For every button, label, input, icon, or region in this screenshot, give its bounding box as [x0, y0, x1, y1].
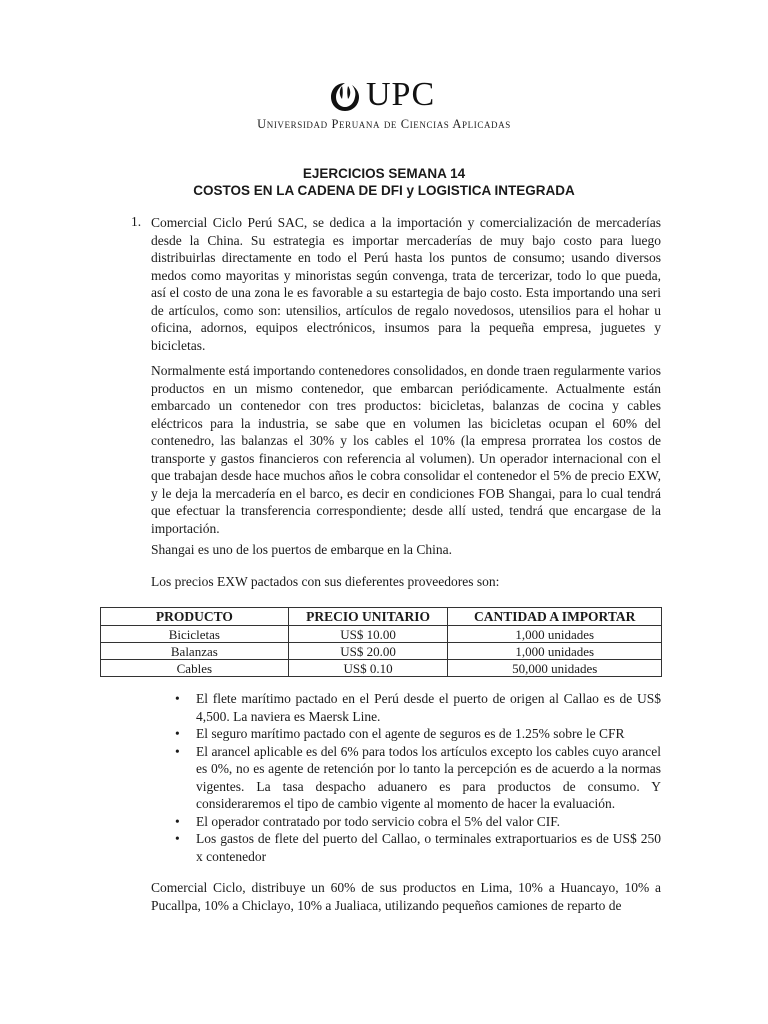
- table-header-row: [101, 608, 662, 626]
- upc-emblem-icon: [328, 80, 362, 114]
- bullet-icon: •: [175, 831, 180, 846]
- table-cell: 1,000 unidades: [448, 643, 662, 660]
- table-cell: US$ 20.00: [288, 643, 448, 660]
- list-item: [175, 725, 661, 743]
- paragraph-containers: Normalmente está importando contenedores consolidados, en donde traen regularmente varios productos en un mismo contenedor, que embarcan periódicamente. Actualmente están embarcado un contenedor con tres productos: bicicletas, balanzas de cocina y cables eléctricos para la industria, se sabe que en volumen las bicicletas ocupan el 60% del contenedro, las balanzas el 30% y los cables el 10% (la empresa prorratea los costos de transporte y gastos financieros con referencia al volumen). Un operador internacional con el que trabajan desde hace muchos años le cobra consolidar el contenedor el 5% de precio EXW, y le deja la mercadería en el barco, es decir en condiciones FOB Shangai, para lo cual tendrá que efectuar la transferencia correspondiente; desde allí usted, tendrá que encargase de la importación.: [151, 363, 661, 536]
- document-title: EJERCICIOS SEMANA 14: [302, 166, 466, 181]
- list-item-text: Los gastos de flete del puerto del Callao, o terminales extraportuarios es de US$ 250 x contenedor: [196, 831, 661, 864]
- list-item: [175, 830, 661, 865]
- conditions-list: [175, 690, 661, 865]
- table-header-product: PRODUCTO: [101, 608, 289, 626]
- list-item-text: El arancel aplicable es del 6% para todos los artículos excepto los cables cuyo arancel es 0%, no es agente de retención por lo tanto la percepción es de acuerdo a la normas vigentes. La tasa despacho aduanero es para productos de consumo. Y consideraremos el tipo de cambio vigente al momento de hacer la evaluación.: [196, 743, 661, 811]
- bullet-icon: •: [175, 813, 180, 829]
- exercise-number: 1.: [131, 214, 142, 229]
- list-item: [175, 813, 661, 831]
- prices-table: [100, 607, 662, 677]
- logo-subtitle: Universidad Peruana de Ciencias Aplicadas: [257, 117, 511, 131]
- upc-logo: [252, 76, 516, 136]
- list-item-text: El seguro marítimo pactado con el agente de seguros es de 1.25% sobre le CFR: [196, 726, 625, 741]
- table-cell: 50,000 unidades: [448, 660, 662, 677]
- bullet-icon: •: [175, 691, 180, 706]
- paragraph-prices-intro: Los precios EXW pactados con sus dieferentes proveedores son:: [151, 574, 500, 589]
- table-cell: US$ 0.10: [288, 660, 448, 677]
- table-header-unit-price: PRECIO UNITARIO: [288, 608, 448, 626]
- table-cell: Cables: [101, 660, 289, 677]
- table-cell: 1,000 unidades: [448, 626, 662, 643]
- table-cell: US$ 10.00: [288, 626, 448, 643]
- table-header-quantity: CANTIDAD A IMPORTAR: [448, 608, 662, 626]
- list-item: [175, 743, 661, 813]
- table-cell: Bicicletas: [101, 626, 289, 643]
- table-row: [101, 643, 662, 660]
- paragraph-distribution: Comercial Ciclo, distribuye un 60% de sus productos en Lima, 10% a Huancayo, 10% a Pucallpa, 10% a Chiclayo, 10% a Jualiaca, utilizando pequeños camiones de reparto de: [151, 880, 661, 913]
- table-row: [101, 626, 662, 643]
- document-subtitle: COSTOS EN LA CADENA DE DFI y LOGISTICA INTEGRADA: [193, 183, 575, 198]
- list-item-text: El operador contratado por todo servicio cobra el 5% del valor CIF.: [196, 813, 561, 829]
- table-cell: Balanzas: [101, 643, 289, 660]
- bullet-icon: •: [175, 743, 180, 759]
- paragraph-port: Shangai es uno de los puertos de embarque en la China.: [151, 542, 453, 557]
- list-item: [175, 690, 661, 725]
- list-item-text: El flete marítimo pactado en el Perú desde el puerto de origen al Callao es de US$ 4,500. La naviera es Maersk Line.: [196, 691, 661, 724]
- paragraph-intro: Comercial Ciclo Perú SAC, se dedica a la importación y comercialización de mercaderías desde la China. Su estrategia es importar mercaderías de muy bajo costo para luego distribuirlas directamente en todo el Perú hasta los puntos de consumo; usando diversos medos como mayoritas y minoristas según convenga, trata de tercerizar, todo lo que pueda, así el costo de una zona le es favorable a su estartegia de bajo costo. Esta importando una seri de artículos, como son: utensilios, artículos de regalo novedosos, utensilios para el hohar u oficina, adornos, equipos electrónicos, insumos para la pequeña empresa, juguetes y bicicletas.: [151, 215, 661, 353]
- table-row: [101, 660, 662, 677]
- logo-wordmark: UPC: [366, 76, 436, 113]
- bullet-icon: •: [175, 726, 180, 741]
